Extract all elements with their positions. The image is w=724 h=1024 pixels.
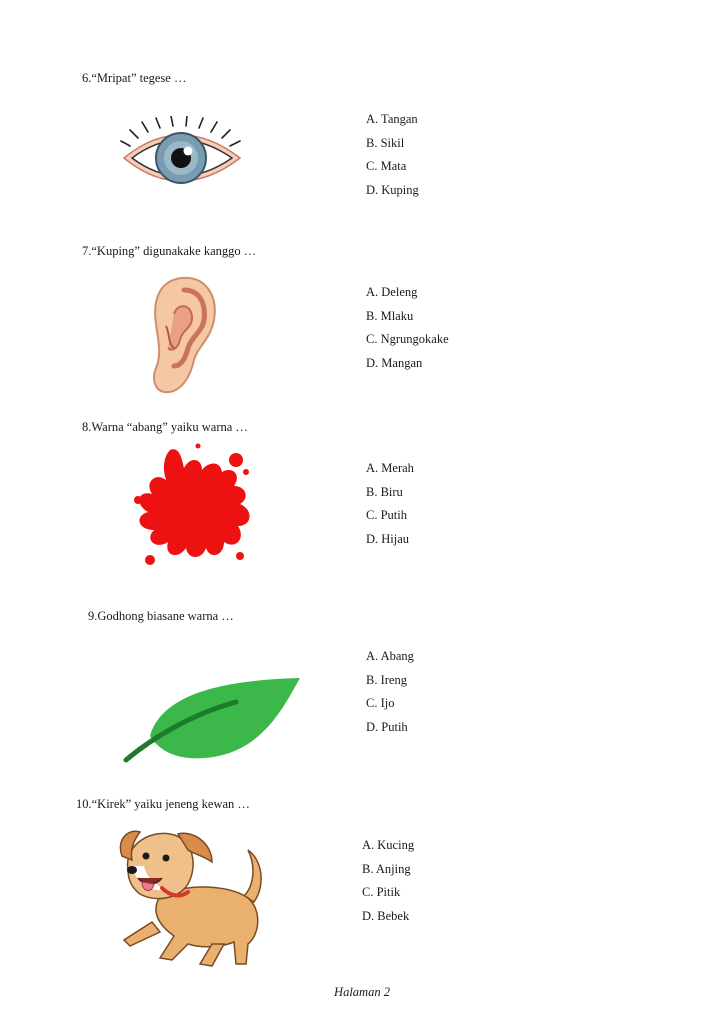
question-10-options <box>362 838 414 933</box>
red-splash-icon <box>128 442 260 570</box>
option-d[interactable]: D. Hijau <box>366 532 410 547</box>
question-9-options <box>366 649 414 744</box>
option-d[interactable]: D. Bebek <box>362 909 410 924</box>
option-a[interactable]: A. Kucing <box>362 838 415 852</box>
option-c[interactable]: C. Pitik <box>362 885 401 900</box>
option-c[interactable]: C. Ngrungokake <box>366 332 449 347</box>
eye-icon <box>118 116 248 196</box>
option-a[interactable]: A. Tangan <box>366 112 418 126</box>
puppy-icon <box>116 826 272 970</box>
option-b[interactable]: B. Sikil <box>366 135 405 150</box>
option-d[interactable]: D. Mangan <box>366 356 423 371</box>
ear-icon <box>148 274 220 398</box>
option-b[interactable]: B. Anjing <box>362 861 411 876</box>
option-a[interactable]: A. Merah <box>366 461 414 475</box>
option-d[interactable]: D. Putih <box>366 720 408 735</box>
question-7-options <box>366 285 449 380</box>
question-7-title: 7.“Kuping” digunakake kanggo … <box>82 244 257 258</box>
option-a[interactable]: A. Deleng <box>366 285 418 299</box>
question-8-options <box>366 461 414 556</box>
question-9-title: 9.Godhong biasane warna … <box>88 609 234 623</box>
option-a[interactable]: A. Abang <box>366 649 414 663</box>
page-number: Halaman 2 <box>334 985 390 999</box>
option-b[interactable]: B. Biru <box>366 484 403 499</box>
question-8-title: 8.Warna “abang” yaiku warna … <box>82 420 248 434</box>
question-6-title: 6.“Mripat” tegese … <box>82 71 187 85</box>
option-c[interactable]: C. Ijo <box>366 696 395 711</box>
option-b[interactable]: B. Ireng <box>366 672 407 687</box>
question-10-title: 10.“Kirek” yaiku jeneng kewan … <box>76 797 250 811</box>
option-c[interactable]: C. Putih <box>366 508 407 523</box>
question-6-options <box>366 112 419 207</box>
option-b[interactable]: B. Mlaku <box>366 308 414 323</box>
option-d[interactable]: D. Kuping <box>366 183 419 198</box>
leaf-icon <box>122 676 304 764</box>
option-c[interactable]: C. Mata <box>366 159 407 174</box>
